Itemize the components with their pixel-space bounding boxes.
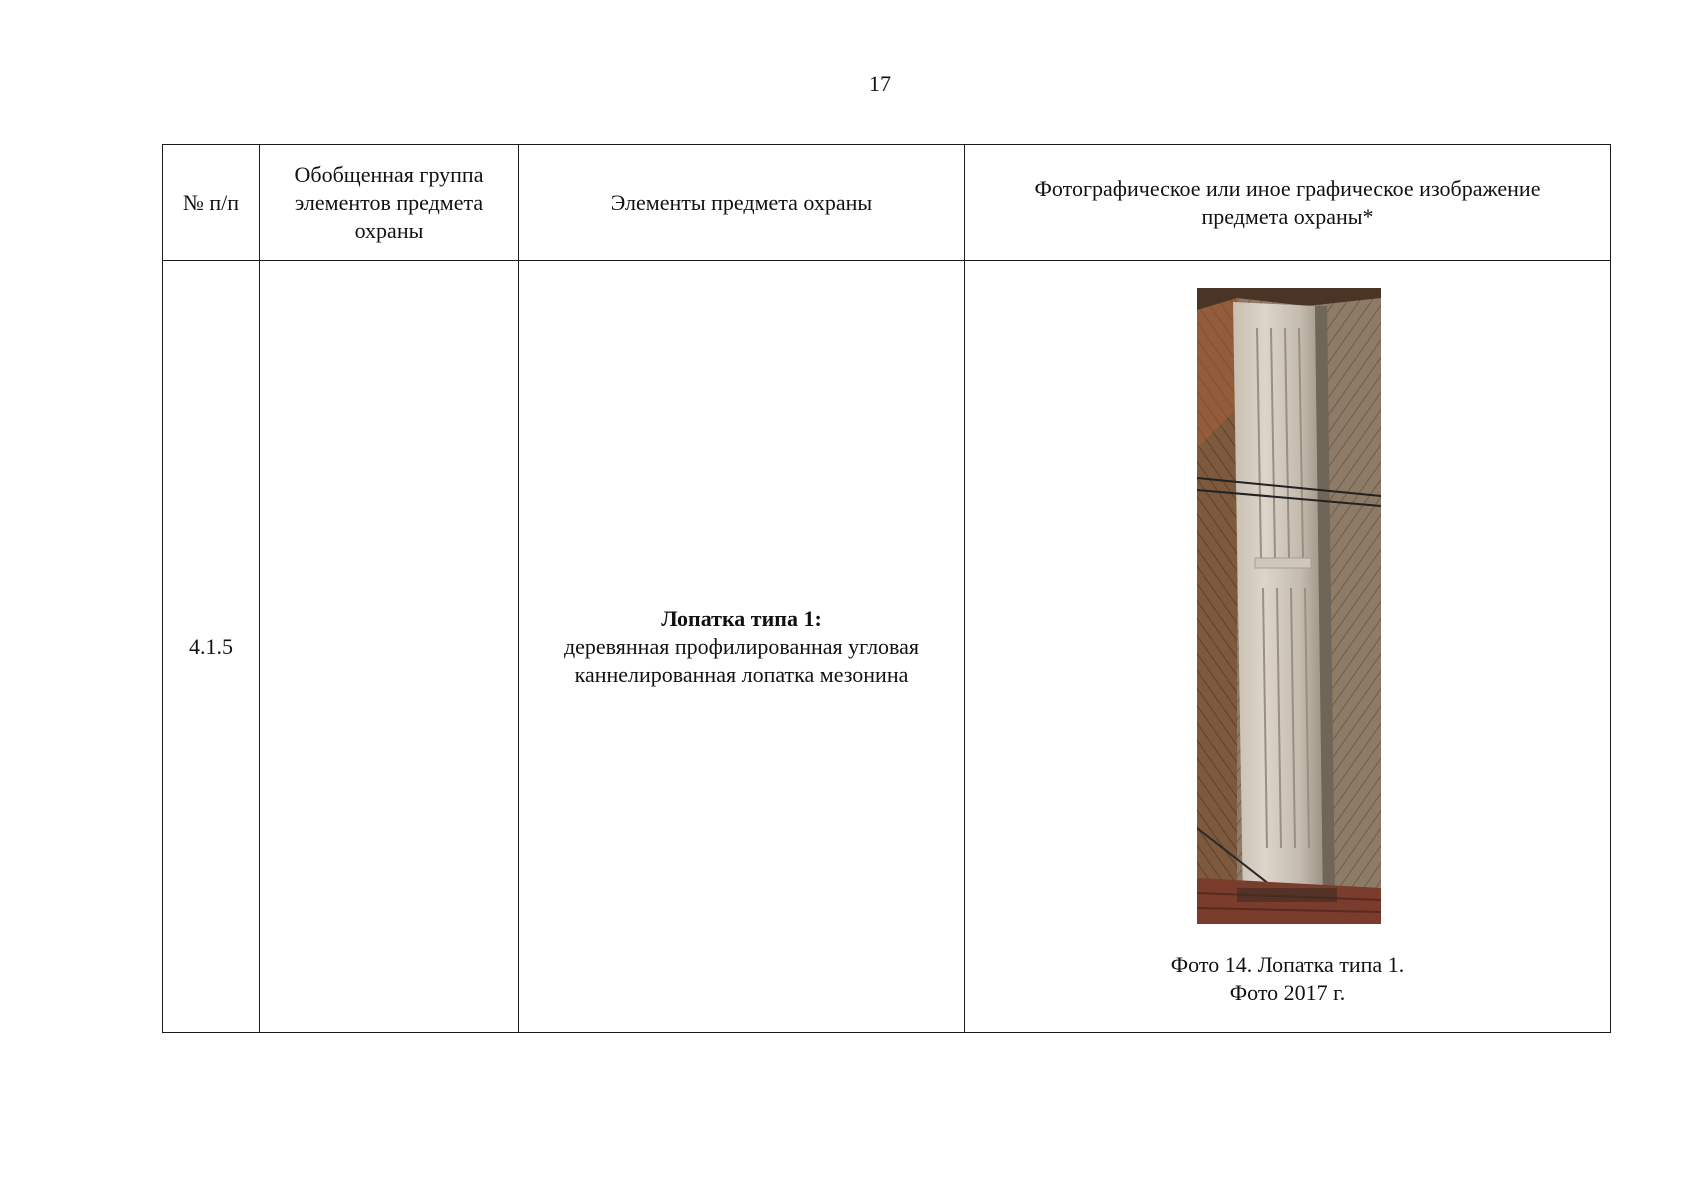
row-photo [965,261,1611,1033]
element-description: деревянная профилированная угловая каннелированная лопатка мезонина [563,633,920,687]
row-elements [519,261,965,1033]
photo-caption-line2: Фото 2017 г. [1229,980,1346,1005]
heritage-elements-table [162,144,1611,1033]
header-elements: Элементы предмета охраны [519,145,965,261]
header-num: № п/п [163,145,260,261]
photo-caption-line1: Фото 14. Лопатка типа 1. [1170,952,1405,977]
header-photo: Фотографическое или иное графическое изображение предмета охраны* [965,145,1611,261]
header-group: Обобщенная группа элементов предмета охраны [260,145,519,261]
page-number: 17 [869,71,891,96]
pilaster-photo [1197,288,1381,924]
table-header-row [163,145,1611,261]
photo-caption [965,951,1610,1007]
row-num: 4.1.5 [163,261,260,1033]
table-row [163,261,1611,1033]
row-group [260,261,519,1033]
element-title: Лопатка типа 1: [661,605,822,631]
